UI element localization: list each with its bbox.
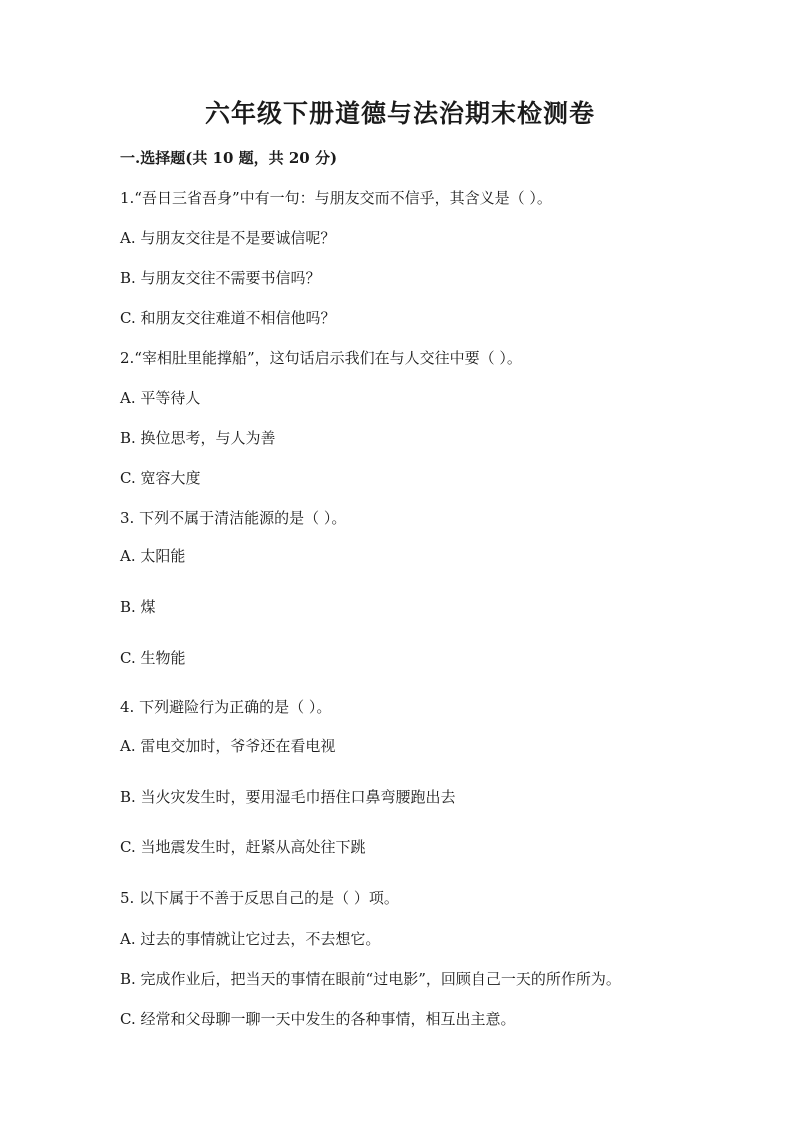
question-3-option-c: C. 生物能 (120, 649, 186, 667)
question-5-stem: 5. 以下属于不善于反思自己的是（ ）项。 (120, 889, 399, 907)
question-1-stem: 1.“吾日三省吾身”中有一句：与朋友交而不信乎，其含义是（ ）。 (120, 189, 552, 207)
section-heading: 一.选择题(共 10 题，共 20 分) (120, 149, 338, 167)
question-1-option-c: C. 和朋友交往难道不相信他吗？ (120, 309, 336, 327)
question-4-stem: 4. 下列避险行为正确的是（ ）。 (120, 698, 332, 716)
question-1-option-b: B. 与朋友交往不需要书信吗？ (120, 269, 321, 287)
question-1-option-a: A. 与朋友交往是不是要诚信呢？ (120, 229, 336, 247)
question-2-option-c: C. 宽容大度 (120, 469, 201, 487)
question-3-option-b: B. 煤 (120, 598, 156, 616)
question-3-option-a: A. 太阳能 (120, 547, 186, 565)
question-2-stem: 2.“宰相肚里能撑船”，这句话启示我们在与人交往中要（ ）。 (120, 349, 522, 367)
question-5-option-b: B. 完成作业后，把当天的事情在眼前“过电影”，回顾自己一天的所作所为。 (120, 970, 621, 988)
question-5-option-c: C. 经常和父母聊一聊一天中发生的各种事情，相互出主意。 (120, 1010, 516, 1028)
page-title: 六年级下册道德与法治期末检测卷 (204, 99, 595, 128)
question-4-option-a: A. 雷电交加时，爷爷还在看电视 (120, 737, 336, 755)
question-3-stem: 3. 下列不属于清洁能源的是（ ）。 (120, 509, 347, 527)
question-2-option-a: A. 平等待人 (120, 389, 201, 407)
question-2-option-b: B. 换位思考，与人为善 (120, 429, 276, 447)
question-4-option-b: B. 当火灾发生时，要用湿毛巾捂住口鼻弯腰跑出去 (120, 788, 456, 806)
question-4-option-c: C. 当地震发生时，赶紧从高处往下跳 (120, 838, 366, 856)
question-5-option-a: A. 过去的事情就让它过去，不去想它。 (120, 930, 381, 948)
